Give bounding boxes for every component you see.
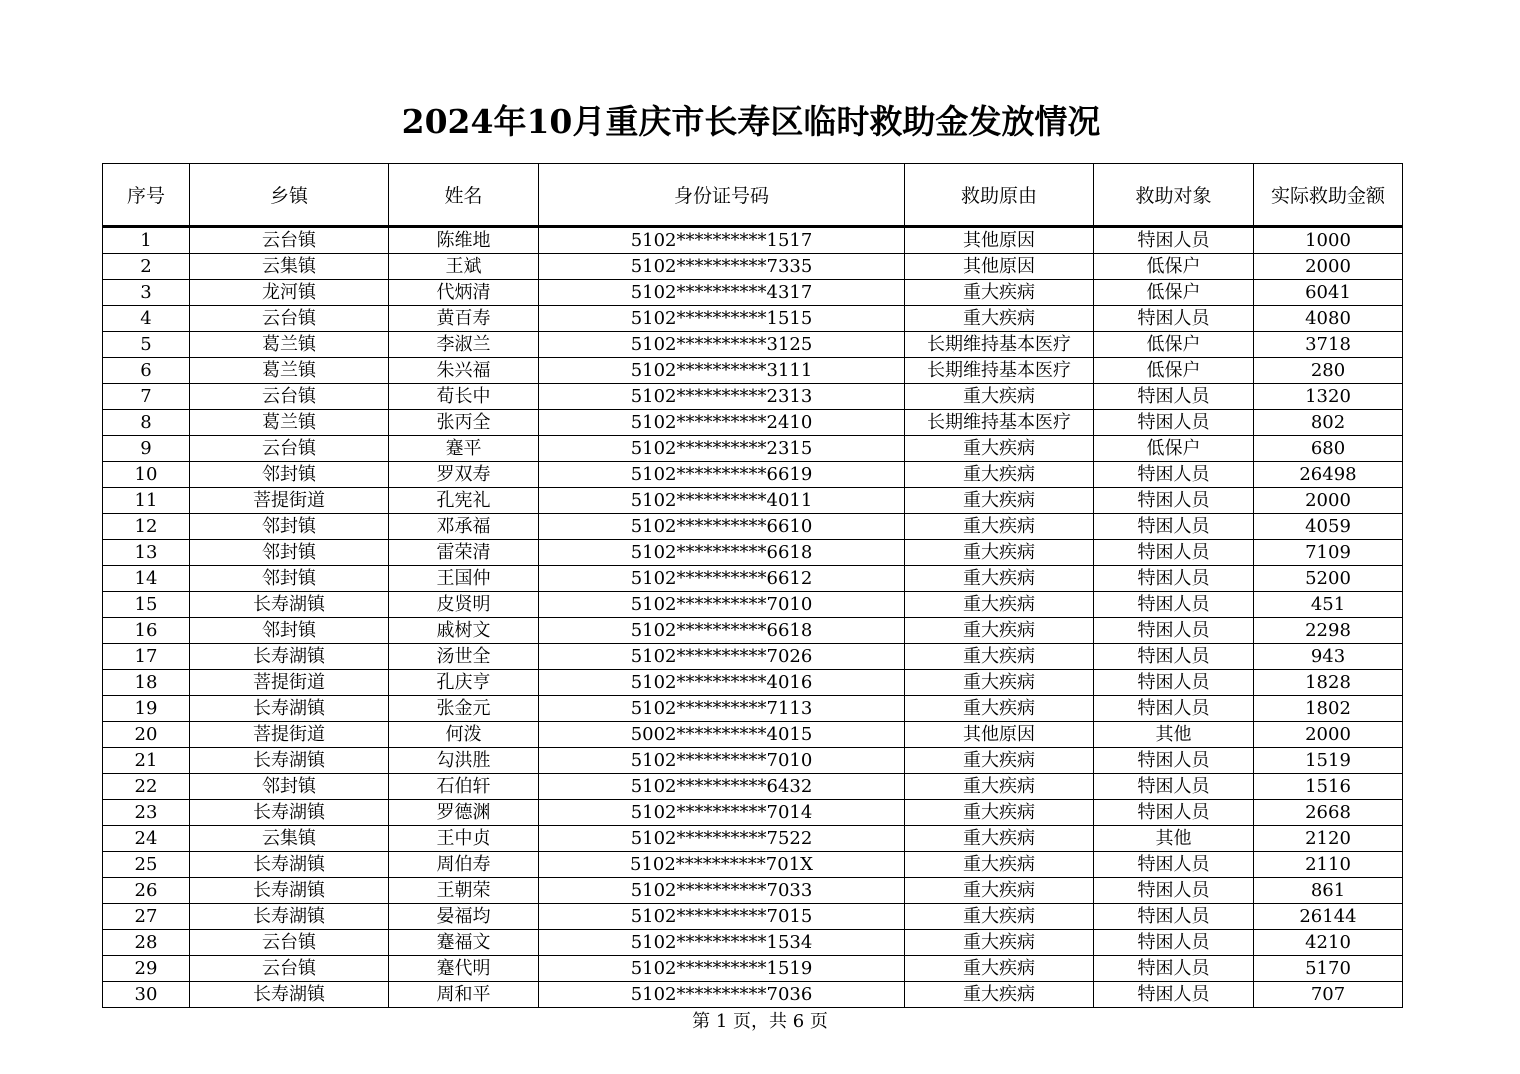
- page-footer: 第 1 页，共 6 页: [692, 1011, 828, 1032]
- cell-col-town: 邻封镇: [190, 566, 389, 592]
- table-row: [103, 670, 1403, 696]
- cell-col-name: 石伯轩: [389, 774, 539, 800]
- cell-col-town: 邻封镇: [190, 540, 389, 566]
- cell-col-recipient-type: 特困人员: [1094, 592, 1254, 618]
- cell-col-town: 长寿湖镇: [190, 982, 389, 1008]
- cell-col-name: 戚树文: [389, 618, 539, 644]
- cell-col-recipient-type: 低保户: [1094, 280, 1254, 306]
- cell-col-amount: 943: [1254, 644, 1403, 670]
- cell-col-recipient-type: 特困人员: [1094, 514, 1254, 540]
- cell-col-amount: 6041: [1254, 280, 1403, 306]
- cell-col-amount: 2000: [1254, 254, 1403, 280]
- cell-col-name: 代炳清: [389, 280, 539, 306]
- cell-col-reason: 重大疾病: [905, 852, 1094, 878]
- table-row: [103, 540, 1403, 566]
- cell-col-town: 邻封镇: [190, 514, 389, 540]
- cell-col-amount: 4059: [1254, 514, 1403, 540]
- cell-col-id-number: 5102**********3111: [539, 358, 905, 384]
- cell-col-amount: 1828: [1254, 670, 1403, 696]
- cell-col-amount: 4080: [1254, 306, 1403, 332]
- cell-col-index: 7: [103, 384, 190, 410]
- cell-col-reason: 重大疾病: [905, 696, 1094, 722]
- cell-col-index: 21: [103, 748, 190, 774]
- cell-col-id-number: 5102**********2410: [539, 410, 905, 436]
- cell-col-amount: 5200: [1254, 566, 1403, 592]
- cell-col-name: 王中贞: [389, 826, 539, 852]
- cell-col-town: 云集镇: [190, 826, 389, 852]
- cell-col-town: 云台镇: [190, 930, 389, 956]
- cell-col-reason: 重大疾病: [905, 436, 1094, 462]
- cell-col-recipient-type: 特困人员: [1094, 384, 1254, 410]
- cell-col-index: 5: [103, 332, 190, 358]
- cell-col-recipient-type: 低保户: [1094, 254, 1254, 280]
- table-row: [103, 436, 1403, 462]
- table-row: [103, 826, 1403, 852]
- cell-col-id-number: 5102**********4011: [539, 488, 905, 514]
- cell-col-town: 葛兰镇: [190, 332, 389, 358]
- cell-col-amount: 451: [1254, 592, 1403, 618]
- cell-col-index: 6: [103, 358, 190, 384]
- cell-col-id-number: 5102**********6610: [539, 514, 905, 540]
- cell-col-recipient-type: 特困人员: [1094, 670, 1254, 696]
- header-col-reason: 救助原由: [905, 164, 1094, 227]
- cell-col-recipient-type: 特困人员: [1094, 904, 1254, 930]
- header-col-amount: 实际救助金额: [1254, 164, 1403, 227]
- cell-col-index: 11: [103, 488, 190, 514]
- cell-col-id-number: 5102**********2313: [539, 384, 905, 410]
- table-row: [103, 930, 1403, 956]
- cell-col-recipient-type: 特困人员: [1094, 566, 1254, 592]
- cell-col-name: 晏福均: [389, 904, 539, 930]
- cell-col-index: 15: [103, 592, 190, 618]
- cell-col-name: 孔宪礼: [389, 488, 539, 514]
- cell-col-recipient-type: 特困人员: [1094, 748, 1254, 774]
- cell-col-reason: 重大疾病: [905, 748, 1094, 774]
- cell-col-reason: 长期维持基本医疗: [905, 358, 1094, 384]
- cell-col-town: 葛兰镇: [190, 358, 389, 384]
- cell-col-index: 27: [103, 904, 190, 930]
- cell-col-name: 李淑兰: [389, 332, 539, 358]
- cell-col-id-number: 5102**********1515: [539, 306, 905, 332]
- cell-col-id-number: 5102**********6612: [539, 566, 905, 592]
- cell-col-index: 20: [103, 722, 190, 748]
- cell-col-name: 雷荣清: [389, 540, 539, 566]
- table-row: [103, 358, 1403, 384]
- cell-col-id-number: 5002**********4015: [539, 722, 905, 748]
- cell-col-amount: 280: [1254, 358, 1403, 384]
- cell-col-name: 孔庆亨: [389, 670, 539, 696]
- table-row: [103, 956, 1403, 982]
- cell-col-reason: 重大疾病: [905, 644, 1094, 670]
- cell-col-recipient-type: 特困人员: [1094, 488, 1254, 514]
- cell-col-index: 22: [103, 774, 190, 800]
- cell-col-reason: 其他原因: [905, 254, 1094, 280]
- cell-col-id-number: 5102**********4317: [539, 280, 905, 306]
- header-col-index: 序号: [103, 164, 190, 227]
- cell-col-id-number: 5102**********7026: [539, 644, 905, 670]
- cell-col-reason: 重大疾病: [905, 956, 1094, 982]
- cell-col-amount: 1516: [1254, 774, 1403, 800]
- cell-col-name: 周和平: [389, 982, 539, 1008]
- cell-col-town: 长寿湖镇: [190, 878, 389, 904]
- table-header: [103, 164, 1403, 227]
- cell-col-town: 菩提街道: [190, 722, 389, 748]
- cell-col-town: 长寿湖镇: [190, 696, 389, 722]
- cell-col-town: 长寿湖镇: [190, 644, 389, 670]
- cell-col-index: 2: [103, 254, 190, 280]
- cell-col-recipient-type: 特困人员: [1094, 306, 1254, 332]
- cell-col-index: 26: [103, 878, 190, 904]
- cell-col-town: 菩提街道: [190, 488, 389, 514]
- cell-col-index: 19: [103, 696, 190, 722]
- cell-col-amount: 7109: [1254, 540, 1403, 566]
- cell-col-reason: 重大疾病: [905, 306, 1094, 332]
- table-row: [103, 618, 1403, 644]
- table-row: [103, 410, 1403, 436]
- cell-col-amount: 2000: [1254, 488, 1403, 514]
- cell-col-index: 18: [103, 670, 190, 696]
- cell-col-id-number: 5102**********3125: [539, 332, 905, 358]
- cell-col-name: 陈维地: [389, 227, 539, 254]
- cell-col-reason: 重大疾病: [905, 670, 1094, 696]
- cell-col-id-number: 5102**********7036: [539, 982, 905, 1008]
- cell-col-name: 勾洪胜: [389, 748, 539, 774]
- table-row: [103, 514, 1403, 540]
- table-row: [103, 306, 1403, 332]
- header-col-id-number: 身份证号码: [539, 164, 905, 227]
- cell-col-recipient-type: 特困人员: [1094, 800, 1254, 826]
- cell-col-index: 13: [103, 540, 190, 566]
- table-row: [103, 852, 1403, 878]
- cell-col-index: 14: [103, 566, 190, 592]
- cell-col-reason: 重大疾病: [905, 800, 1094, 826]
- cell-col-town: 长寿湖镇: [190, 852, 389, 878]
- cell-col-recipient-type: 低保户: [1094, 332, 1254, 358]
- cell-col-recipient-type: 特困人员: [1094, 540, 1254, 566]
- cell-col-recipient-type: 特困人员: [1094, 227, 1254, 254]
- cell-col-id-number: 5102**********6618: [539, 618, 905, 644]
- table-row: [103, 462, 1403, 488]
- cell-col-name: 何泼: [389, 722, 539, 748]
- cell-col-reason: 重大疾病: [905, 878, 1094, 904]
- table-row: [103, 227, 1403, 254]
- cell-col-reason: 重大疾病: [905, 384, 1094, 410]
- cell-col-reason: 重大疾病: [905, 592, 1094, 618]
- table-row: [103, 774, 1403, 800]
- cell-col-recipient-type: 特困人员: [1094, 852, 1254, 878]
- cell-col-id-number: 5102**********1534: [539, 930, 905, 956]
- cell-col-index: 3: [103, 280, 190, 306]
- cell-col-recipient-type: 特困人员: [1094, 982, 1254, 1008]
- table-row: [103, 748, 1403, 774]
- cell-col-id-number: 5102**********2315: [539, 436, 905, 462]
- cell-col-amount: 1802: [1254, 696, 1403, 722]
- header-col-name: 姓名: [389, 164, 539, 227]
- table-row: [103, 488, 1403, 514]
- cell-col-amount: 26144: [1254, 904, 1403, 930]
- table-row: [103, 904, 1403, 930]
- cell-col-reason: 重大疾病: [905, 904, 1094, 930]
- cell-col-town: 长寿湖镇: [190, 800, 389, 826]
- cell-col-amount: 1320: [1254, 384, 1403, 410]
- cell-col-reason: 重大疾病: [905, 514, 1094, 540]
- cell-col-name: 周伯寿: [389, 852, 539, 878]
- cell-col-amount: 4210: [1254, 930, 1403, 956]
- cell-col-amount: 2668: [1254, 800, 1403, 826]
- table-row: [103, 878, 1403, 904]
- cell-col-reason: 长期维持基本医疗: [905, 332, 1094, 358]
- cell-col-id-number: 5102**********6432: [539, 774, 905, 800]
- cell-col-name: 罗双寿: [389, 462, 539, 488]
- cell-col-town: 云台镇: [190, 384, 389, 410]
- cell-col-town: 云集镇: [190, 254, 389, 280]
- cell-col-amount: 861: [1254, 878, 1403, 904]
- cell-col-recipient-type: 低保户: [1094, 358, 1254, 384]
- table-row: [103, 332, 1403, 358]
- cell-col-index: 10: [103, 462, 190, 488]
- cell-col-town: 邻封镇: [190, 774, 389, 800]
- cell-col-name: 蹇代明: [389, 956, 539, 982]
- table-row: [103, 800, 1403, 826]
- cell-col-name: 汤世全: [389, 644, 539, 670]
- cell-col-recipient-type: 特困人员: [1094, 462, 1254, 488]
- cell-col-reason: 重大疾病: [905, 280, 1094, 306]
- cell-col-recipient-type: 特困人员: [1094, 774, 1254, 800]
- cell-col-reason: 重大疾病: [905, 774, 1094, 800]
- cell-col-recipient-type: 特困人员: [1094, 930, 1254, 956]
- cell-col-id-number: 5102**********6619: [539, 462, 905, 488]
- cell-col-amount: 707: [1254, 982, 1403, 1008]
- cell-col-id-number: 5102**********7335: [539, 254, 905, 280]
- table-row: [103, 566, 1403, 592]
- cell-col-index: 30: [103, 982, 190, 1008]
- cell-col-name: 荀长中: [389, 384, 539, 410]
- cell-col-recipient-type: 特困人员: [1094, 878, 1254, 904]
- cell-col-name: 王国仲: [389, 566, 539, 592]
- cell-col-town: 长寿湖镇: [190, 748, 389, 774]
- cell-col-town: 菩提街道: [190, 670, 389, 696]
- table-row: [103, 644, 1403, 670]
- cell-col-amount: 2000: [1254, 722, 1403, 748]
- cell-col-town: 长寿湖镇: [190, 904, 389, 930]
- cell-col-recipient-type: 特困人员: [1094, 696, 1254, 722]
- table-row: [103, 254, 1403, 280]
- table-body: [103, 227, 1403, 1008]
- cell-col-amount: 5170: [1254, 956, 1403, 982]
- cell-col-amount: 2120: [1254, 826, 1403, 852]
- cell-col-recipient-type: 其他: [1094, 826, 1254, 852]
- cell-col-index: 8: [103, 410, 190, 436]
- cell-col-recipient-type: 低保户: [1094, 436, 1254, 462]
- cell-col-id-number: 5102**********7033: [539, 878, 905, 904]
- cell-col-town: 云台镇: [190, 956, 389, 982]
- cell-col-name: 张丙全: [389, 410, 539, 436]
- cell-col-name: 罗德渊: [389, 800, 539, 826]
- table-row: [103, 384, 1403, 410]
- cell-col-index: 25: [103, 852, 190, 878]
- cell-col-recipient-type: 其他: [1094, 722, 1254, 748]
- cell-col-town: 龙河镇: [190, 280, 389, 306]
- cell-col-amount: 2298: [1254, 618, 1403, 644]
- cell-col-town: 云台镇: [190, 306, 389, 332]
- cell-col-name: 邓承福: [389, 514, 539, 540]
- header-col-town: 乡镇: [190, 164, 389, 227]
- cell-col-town: 邻封镇: [190, 618, 389, 644]
- cell-col-index: 1: [103, 227, 190, 254]
- cell-col-reason: 重大疾病: [905, 462, 1094, 488]
- header-col-recipient-type: 救助对象: [1094, 164, 1254, 227]
- cell-col-id-number: 5102**********7014: [539, 800, 905, 826]
- cell-col-amount: 1519: [1254, 748, 1403, 774]
- cell-col-name: 王斌: [389, 254, 539, 280]
- cell-col-reason: 重大疾病: [905, 930, 1094, 956]
- cell-col-name: 蹇福文: [389, 930, 539, 956]
- table-row: [103, 696, 1403, 722]
- cell-col-index: 9: [103, 436, 190, 462]
- cell-col-reason: 重大疾病: [905, 618, 1094, 644]
- cell-col-recipient-type: 特困人员: [1094, 618, 1254, 644]
- cell-col-id-number: 5102**********7010: [539, 748, 905, 774]
- table-row: [103, 982, 1403, 1008]
- cell-col-reason: 其他原因: [905, 227, 1094, 254]
- cell-col-id-number: 5102**********4016: [539, 670, 905, 696]
- cell-col-name: 张金元: [389, 696, 539, 722]
- cell-col-id-number: 5102**********7113: [539, 696, 905, 722]
- cell-col-index: 28: [103, 930, 190, 956]
- cell-col-id-number: 5102**********7015: [539, 904, 905, 930]
- cell-col-name: 蹇平: [389, 436, 539, 462]
- cell-col-reason: 其他原因: [905, 722, 1094, 748]
- cell-col-reason: 重大疾病: [905, 488, 1094, 514]
- cell-col-amount: 1000: [1254, 227, 1403, 254]
- cell-col-id-number: 5102**********701X: [539, 852, 905, 878]
- cell-col-amount: 3718: [1254, 332, 1403, 358]
- table-row: [103, 592, 1403, 618]
- cell-col-reason: 重大疾病: [905, 826, 1094, 852]
- cell-col-reason: 重大疾病: [905, 566, 1094, 592]
- cell-col-reason: 长期维持基本医疗: [905, 410, 1094, 436]
- cell-col-index: 24: [103, 826, 190, 852]
- cell-col-index: 16: [103, 618, 190, 644]
- cell-col-amount: 680: [1254, 436, 1403, 462]
- cell-col-recipient-type: 特困人员: [1094, 644, 1254, 670]
- cell-col-town: 长寿湖镇: [190, 592, 389, 618]
- relief-table: [102, 163, 1403, 1008]
- cell-col-amount: 2110: [1254, 852, 1403, 878]
- cell-col-id-number: 5102**********6618: [539, 540, 905, 566]
- cell-col-id-number: 5102**********7522: [539, 826, 905, 852]
- page-title: 2024年10月重庆市长寿区临时救助金发放情况: [401, 102, 1101, 141]
- cell-col-id-number: 5102**********1517: [539, 227, 905, 254]
- cell-col-id-number: 5102**********7010: [539, 592, 905, 618]
- cell-col-town: 云台镇: [190, 436, 389, 462]
- cell-col-name: 王朝荣: [389, 878, 539, 904]
- cell-col-amount: 802: [1254, 410, 1403, 436]
- cell-col-recipient-type: 特困人员: [1094, 956, 1254, 982]
- cell-col-amount: 26498: [1254, 462, 1403, 488]
- cell-col-index: 12: [103, 514, 190, 540]
- cell-col-id-number: 5102**********1519: [539, 956, 905, 982]
- cell-col-reason: 重大疾病: [905, 540, 1094, 566]
- table-row: [103, 280, 1403, 306]
- cell-col-name: 皮贤明: [389, 592, 539, 618]
- cell-col-recipient-type: 特困人员: [1094, 410, 1254, 436]
- cell-col-index: 4: [103, 306, 190, 332]
- cell-col-town: 葛兰镇: [190, 410, 389, 436]
- cell-col-index: 17: [103, 644, 190, 670]
- cell-col-index: 29: [103, 956, 190, 982]
- table-row: [103, 722, 1403, 748]
- cell-col-index: 23: [103, 800, 190, 826]
- cell-col-town: 邻封镇: [190, 462, 389, 488]
- header-row: [103, 164, 1403, 227]
- cell-col-name: 朱兴福: [389, 358, 539, 384]
- cell-col-town: 云台镇: [190, 227, 389, 254]
- cell-col-name: 黄百寿: [389, 306, 539, 332]
- cell-col-reason: 重大疾病: [905, 982, 1094, 1008]
